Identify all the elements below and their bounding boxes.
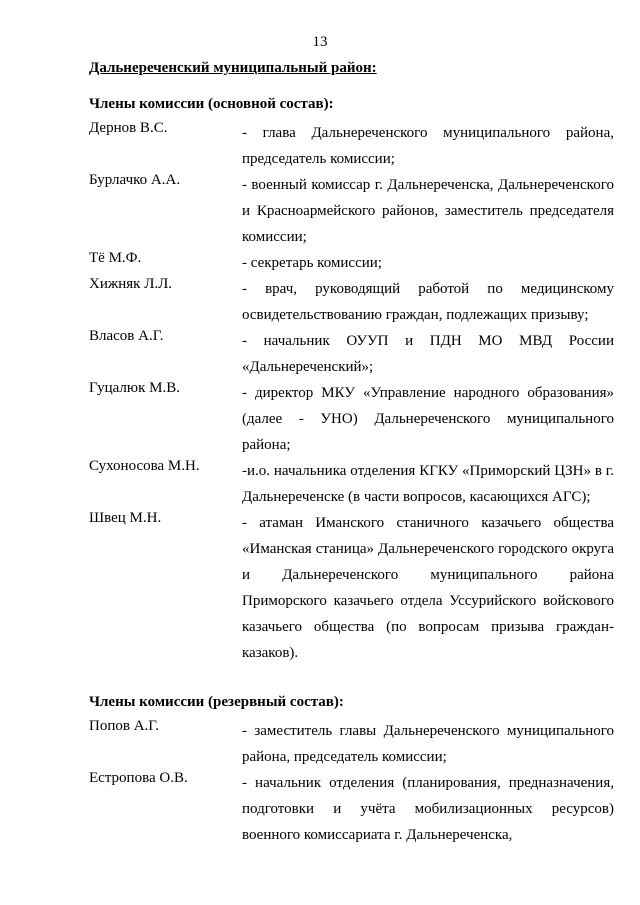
member-role: - глава Дальнереченского муниципального района, председатель комиссии; [242,125,614,167]
member-role: - директор МКУ «Управление народного образования» (далее - УНО) Дальнереченского муниципального района; [242,385,614,453]
member-role: - врач, руководящий работой по медицинскому освидетельствованию граждан, подлежащих призыву; [242,281,614,323]
member-role: - заместитель главы Дальнереченского муниципального района, председатель комиссии; [242,723,614,765]
member-name: Бурлачко А.А. [89,172,181,188]
member-name: Гуцалюк М.В. [89,380,180,396]
member-name: Тё М.Ф. [89,250,142,266]
member-role: - военный комиссар г. Дальнереченска, Дальнереченского и Красноармейского районов, заместитель председателя комиссии; [242,177,614,245]
member-name: Швец М.Н. [89,510,162,526]
section-heading-reserve: Члены комиссии (резервный состав): [89,694,344,710]
member-role: - начальник отделения (планирования, предназначения, подготовки и учёта мобилизационных ресурсов) военного комиссариата г. Дальнереченска, [242,775,614,843]
member-name: Хижняк Л.Л. [89,276,173,292]
member-name: Дернов В.С. [89,120,168,136]
member-name: Сухоносова М.Н. [89,458,200,474]
page-number: 13 [312,34,328,50]
member-name: Естропова О.В. [89,770,188,786]
document-title: Дальнереченский муниципальный район: [89,60,377,76]
member-role: - секретарь комиссии; [242,255,382,271]
member-name: Попов А.Г. [89,718,160,734]
section-heading-main: Члены комиссии (основной состав): [89,96,334,112]
member-role: -и.о. начальника отделения КГКУ «Приморский ЦЗН» в г. Дальнереченске (в части вопросов, касающихся АГС); [242,463,614,505]
member-role: - атаман Иманского станичного казачьего общества «Иманская станица» Дальнереченского городского округа и Дальнереченского муниципального района Приморского казачьего отдела Уссурийского войскового казачьего общества (по вопросам призыва граждан-казаков). [242,515,614,661]
member-role: - начальник ОУУП и ПДН МО МВД России «Дальнереченский»; [242,333,614,375]
member-name: Власов А.Г. [89,328,164,344]
